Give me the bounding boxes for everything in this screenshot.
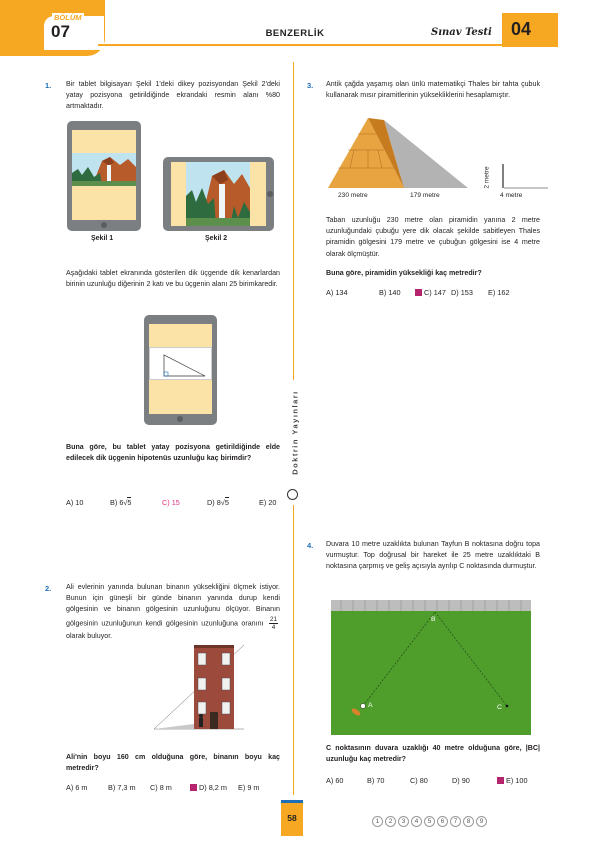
answer-circle[interactable]: 6 <box>437 816 448 827</box>
q1-text: Bir tablet bilgisayarı Şekil 1'deki dikey pozisyondan Şekil 2'deki yatay pozisyona getirildiğinde ekrandaki resmin alanı %80 artmaktadır. <box>66 80 280 111</box>
test-label: Sınav Testi <box>431 27 492 38</box>
sqrt-sign-icon: √ <box>220 498 225 507</box>
option-c-label: C) 147 <box>424 288 446 297</box>
bolum-number: 07 <box>51 22 70 41</box>
tablet-portrait <box>67 121 141 231</box>
answer-mark <box>497 777 504 784</box>
option-e[interactable]: E) 162 <box>488 288 510 297</box>
answer-circle[interactable]: 9 <box>476 816 487 827</box>
option-c[interactable]: C) 8 m <box>150 783 172 792</box>
column-divider <box>293 505 294 795</box>
caption-sekil-1: Şekil 1 <box>91 235 114 242</box>
question-number: 1. <box>45 81 52 90</box>
option-d-radicand: 5 <box>224 498 229 507</box>
option-c[interactable] <box>413 288 446 297</box>
option-a[interactable]: A) 134 <box>326 288 348 297</box>
right-triangle <box>150 348 213 381</box>
option-d-prefix: D) 8 <box>207 498 221 507</box>
answer-circle[interactable]: 7 <box>450 816 461 827</box>
header-rule <box>98 44 506 46</box>
tablet-screen <box>72 130 136 220</box>
column-divider <box>293 62 294 380</box>
tablet-screen <box>149 324 212 414</box>
label-pyramid-base: 230 metre <box>338 192 368 199</box>
tablet-screen <box>171 162 266 226</box>
option-a[interactable]: A) 10 <box>66 498 84 507</box>
option-b[interactable]: B) 140 <box>379 288 401 297</box>
option-a[interactable]: A) 6 m <box>66 783 88 792</box>
q1-question: Buna göre, bu tablet yatay pozisyona getirildiğinde elde edilecek dik üçgenin hipotenüs uzunluğu kaç birimdir? <box>66 443 280 463</box>
fraction-denominator: 4 <box>271 623 276 631</box>
label-stick-height: 2 metre <box>483 166 491 189</box>
q2-text-b: olarak buluyor. <box>66 631 113 640</box>
test-number: 04 <box>511 19 532 39</box>
answer-circle[interactable]: 4 <box>411 816 422 827</box>
label-pyramid-shadow: 179 metre <box>410 192 440 199</box>
q3-text: Antik çağda yaşamış olan ünlü matematikçi Thales bir tahta çubuk kullanarak mısır piramitlerinin yüksekliklerini hesaplamıştır. <box>326 80 540 100</box>
ratio-fraction <box>269 616 278 631</box>
landscape-image <box>186 162 250 226</box>
option-b-prefix: B) 6 <box>110 498 124 507</box>
option-e[interactable] <box>495 776 528 785</box>
bolum-label: BÖLÜM <box>54 13 82 22</box>
q2-text-a: Ali evlerinin yanında bulunan binanın yüksekliğini ölçmek istiyor. Bunun için güneşli bir günde binanın yanında durup kendi gölgesinin ve binanın gölgesinin uzunluğunu ölçüyor. Binanın gölgesinin uzunluğunun kendi gölgesinin uzunluğuna oranını <box>66 583 280 627</box>
label-stick-shadow: 4 metre <box>500 192 523 199</box>
home-button <box>177 416 183 422</box>
option-b[interactable]: B) 70 <box>367 776 385 785</box>
point-b-label: B <box>431 616 436 623</box>
point-c-label: C <box>497 704 502 711</box>
answer-circle[interactable]: 5 <box>424 816 435 827</box>
page-number: 58 <box>287 813 297 823</box>
q2-question: Ali'nin boyu 160 cm olduğuna göre, binanın boyu kaç metredir? <box>66 753 280 773</box>
answer-mark <box>190 784 197 791</box>
answer-circles <box>372 810 489 828</box>
home-button <box>101 222 107 228</box>
q4-question: C noktasının duvara uzaklığı 40 metre olduğuna göre, |BC| uzunluğu kaç metredir? <box>326 744 540 764</box>
screen-image <box>149 347 212 380</box>
option-d[interactable] <box>188 783 227 792</box>
home-button <box>267 191 273 197</box>
fraction-numerator: 21 <box>269 615 277 623</box>
option-e-label: E) 100 <box>506 776 528 785</box>
option-b[interactable] <box>110 498 131 507</box>
option-e[interactable]: E) 20 <box>259 498 277 507</box>
pyramid-illustration <box>322 108 552 198</box>
question-number: 4. <box>307 541 314 550</box>
publisher-logo-icon <box>287 489 298 500</box>
page-title: BENZERLİK <box>265 28 325 39</box>
q3-question: Buna göre, piramidin yüksekliği kaç metredir? <box>326 269 482 277</box>
option-e[interactable]: E) 9 m <box>238 783 260 792</box>
side-publisher-text: Doktrin Yayınları <box>290 390 300 475</box>
q3-text-2: Taban uzunluğu 230 metre olan piramidin yanına 2 metre uzunluğundaki çubuğu yere dik olacak şekilde sabitleyen Thales piramidin gölgesini 179 metre ve çubuğun gölgesini ise 4 metre olarak ölçmüştür. <box>326 216 540 258</box>
q1-text-2: Aşağıdaki tablet ekranında gösterilen dik üçgende dik kenarlardan birinin uzunluğu diğerinin 2 katı ve bu üçgenin alanı 25 birimkaredir. <box>66 269 280 289</box>
option-d-label: D) 8,2 m <box>199 783 227 792</box>
landscape-image <box>72 153 136 186</box>
sqrt-sign-icon: √ <box>123 498 128 507</box>
tablet-triangle <box>144 315 217 425</box>
answer-circle[interactable]: 2 <box>385 816 396 827</box>
option-d[interactable] <box>207 498 229 507</box>
question-number: 2. <box>45 584 52 593</box>
option-d[interactable]: D) 90 <box>452 776 470 785</box>
answer-circle[interactable]: 8 <box>463 816 474 827</box>
point-a-label: A <box>368 702 373 709</box>
header <box>0 0 597 60</box>
tablet-landscape <box>163 157 274 231</box>
option-c[interactable]: C) 80 <box>410 776 428 785</box>
answer-mark <box>415 289 422 296</box>
answer-circle[interactable]: 1 <box>372 816 383 827</box>
answer-circle[interactable]: 3 <box>398 816 409 827</box>
q2-text <box>66 582 280 642</box>
option-b-radicand: 5 <box>127 498 132 507</box>
option-b[interactable]: B) 7,3 m <box>108 783 136 792</box>
option-c[interactable]: C) 15 <box>162 498 180 507</box>
option-d[interactable]: D) 153 <box>451 288 473 297</box>
option-a[interactable]: A) 60 <box>326 776 344 785</box>
q4-text: Duvara 10 metre uzaklıkta bulunan Tayfun B noktasına doğru topa vurmuştur. Top doğrusal bir hareket ile 25 metre uzaklıktaki B noktasına çarpmış ve geliş açısıyla ayrılıp C noktasında durmuştur. <box>326 540 540 571</box>
caption-sekil-2: Şekil 2 <box>205 235 228 242</box>
building-shadow-illustration <box>150 640 250 735</box>
question-number: 3. <box>307 81 314 90</box>
